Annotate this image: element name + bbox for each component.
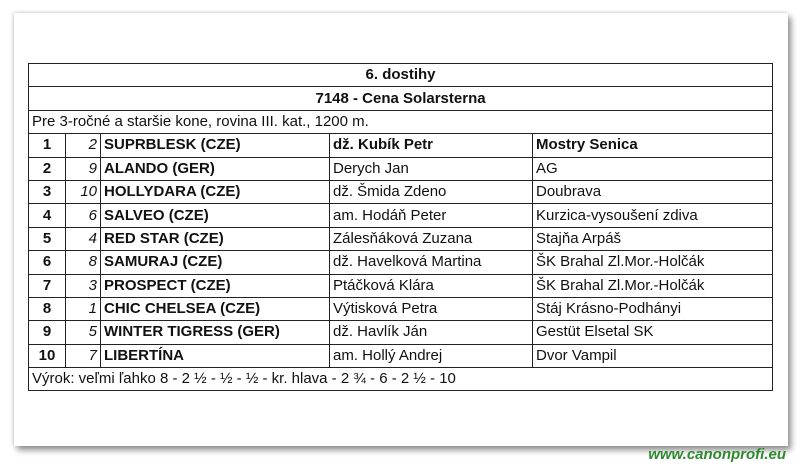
stable-cell: Mostry Senica bbox=[533, 134, 773, 157]
stable-cell: AG bbox=[533, 157, 773, 180]
jockey-cell: Derych Jan bbox=[330, 157, 533, 180]
stable-cell: Doubrava bbox=[533, 180, 773, 203]
stable-cell: Stáj Krásno-Podhányi bbox=[533, 297, 773, 320]
jockey-cell: dž. Havlík Ján bbox=[330, 321, 533, 344]
result-row bbox=[29, 274, 773, 297]
race-results-table bbox=[28, 63, 773, 391]
jockey-cell: dž. Havelková Martina bbox=[330, 251, 533, 274]
start-number-cell: 9 bbox=[66, 157, 101, 180]
place-cell: 1 bbox=[29, 134, 66, 157]
start-number-cell: 1 bbox=[66, 297, 101, 320]
jockey-cell: Zálesňáková Zuzana bbox=[330, 227, 533, 250]
horse-name-cell: SUPRBLESK (CZE) bbox=[101, 134, 330, 157]
jockey-cell: dž. Kubík Petr bbox=[330, 134, 533, 157]
jockey-cell: Ptáčková Klára bbox=[330, 274, 533, 297]
horse-name-cell: HOLLYDARA (CZE) bbox=[101, 180, 330, 203]
stable-cell: ŠK Brahal Zl.Mor.-Holčák bbox=[533, 274, 773, 297]
result-row bbox=[29, 297, 773, 320]
stable-cell: Dvor Vampil bbox=[533, 344, 773, 367]
start-number-cell: 8 bbox=[66, 251, 101, 274]
start-number-cell: 3 bbox=[66, 274, 101, 297]
horse-name-cell: LIBERTÍNA bbox=[101, 344, 330, 367]
horse-name-cell: ALANDO (GER) bbox=[101, 157, 330, 180]
stable-cell: Kurzica-vysoušení zdiva bbox=[533, 204, 773, 227]
jockey-cell: am. Hollý Andrej bbox=[330, 344, 533, 367]
result-row bbox=[29, 134, 773, 157]
race-heading: 6. dostihy bbox=[29, 64, 773, 87]
result-row bbox=[29, 251, 773, 274]
place-cell: 4 bbox=[29, 204, 66, 227]
result-row bbox=[29, 344, 773, 367]
start-number-cell: 2 bbox=[66, 134, 101, 157]
stable-cell: Gestüt Elsetal SK bbox=[533, 321, 773, 344]
place-cell: 9 bbox=[29, 321, 66, 344]
start-number-cell: 7 bbox=[66, 344, 101, 367]
result-row bbox=[29, 157, 773, 180]
result-row bbox=[29, 180, 773, 203]
horse-name-cell: RED STAR (CZE) bbox=[101, 227, 330, 250]
place-cell: 5 bbox=[29, 227, 66, 250]
race-conditions: Pre 3-ročné a staršie kone, rovina III. kat., 1200 m. bbox=[29, 110, 773, 133]
horse-name-cell: WINTER TIGRESS (GER) bbox=[101, 321, 330, 344]
margins-footer: Výrok: veľmi ľahko 8 - 2 ½ - ½ - ½ - kr. hlava - 2 ¾ - 6 - 2 ½ - 10 bbox=[29, 368, 773, 391]
place-cell: 3 bbox=[29, 180, 66, 203]
start-number-cell: 6 bbox=[66, 204, 101, 227]
race-name: 7148 - Cena Solarsterna bbox=[29, 87, 773, 110]
horse-name-cell: SAMURAJ (CZE) bbox=[101, 251, 330, 274]
place-cell: 7 bbox=[29, 274, 66, 297]
start-number-cell: 4 bbox=[66, 227, 101, 250]
horse-name-cell: SALVEO (CZE) bbox=[101, 204, 330, 227]
start-number-cell: 10 bbox=[66, 180, 101, 203]
jockey-cell: Výtisková Petra bbox=[330, 297, 533, 320]
place-cell: 2 bbox=[29, 157, 66, 180]
place-cell: 6 bbox=[29, 251, 66, 274]
result-row bbox=[29, 227, 773, 250]
stable-cell: ŠK Brahal Zl.Mor.-Holčák bbox=[533, 251, 773, 274]
horse-name-cell: CHIC CHELSEA (CZE) bbox=[101, 297, 330, 320]
jockey-cell: dž. Šmida Zdeno bbox=[330, 180, 533, 203]
horse-name-cell: PROSPECT (CZE) bbox=[101, 274, 330, 297]
watermark-text: www.canonprofi.eu bbox=[648, 446, 786, 463]
jockey-cell: am. Hodáň Peter bbox=[330, 204, 533, 227]
stable-cell: Stajňa Arpáš bbox=[533, 227, 773, 250]
result-row bbox=[29, 321, 773, 344]
place-cell: 8 bbox=[29, 297, 66, 320]
place-cell: 10 bbox=[29, 344, 66, 367]
start-number-cell: 5 bbox=[66, 321, 101, 344]
result-row bbox=[29, 204, 773, 227]
